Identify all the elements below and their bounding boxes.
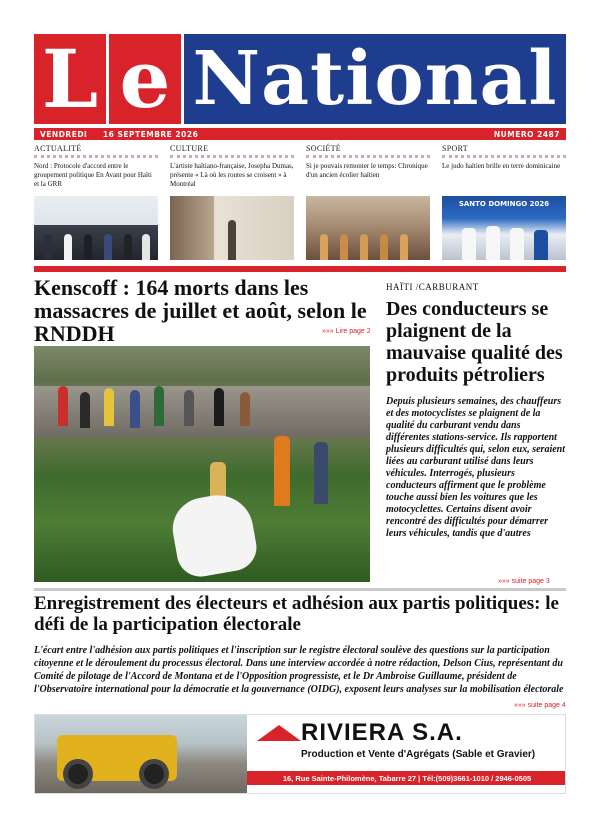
dateline	[34, 128, 566, 140]
teaser-category: SOCIÉTÉ	[306, 144, 341, 153]
second-story-body: L'écart entre l'adhésion aux partis politiques et l'inscription sur le registre électoral soulève des questions sur la participation citoyenne et le déroulement du processus électoral. Dans une interview accordée à notre rédaction, Delson Cius, représentant du Comité de pilotage de l'Accord de Montana et de l'Opposition progressiste, et le Dr Ambroise Guillaume, président de l'Observatoire international pour la démocratie et la gouvernance (OIDG), exposent leurs analyses sur la mobilisation électorale	[34, 645, 564, 695]
ad-tagline: Production et Vente d'Agrégats (Sable et Gravier)	[301, 749, 536, 760]
section-divider	[34, 266, 566, 272]
teaser-photo-classroom	[306, 196, 430, 260]
second-headline[interactable]: Enregistrement des électeurs et adhésion aux partis politiques: le défi de la participation électorale	[34, 593, 559, 635]
masthead	[34, 34, 566, 124]
main-story-photo	[34, 346, 370, 582]
dateline-day-date	[40, 130, 198, 139]
dotted-divider	[34, 155, 158, 158]
dotted-divider	[306, 155, 430, 158]
right-read-more-link[interactable]: »»» suite page 3	[498, 578, 550, 585]
body-bag	[168, 490, 260, 581]
right-kicker: HAÏTI /CARBURANT	[386, 282, 479, 292]
teaser-sport[interactable]	[442, 144, 566, 264]
advertisement[interactable]	[34, 714, 566, 794]
teaser-category: ACTUALITÉ	[34, 144, 82, 153]
judo-banner-text: SANTO DOMINGO 2026	[458, 200, 550, 208]
teaser-row	[34, 144, 566, 264]
right-headline[interactable]: Des conducteurs se plaignent de la mauvaise qualité des produits pétroliers	[386, 298, 563, 386]
teaser-category: CULTURE	[170, 144, 209, 153]
dateline-number: NUMERO 2487	[493, 129, 560, 139]
right-story-body: Depuis plusieurs semaines, des chauffeurs et des motocyclistes se plaignent de la qualité du carburant vendu dans différentes stations-service. Ils rapportent plusieurs difficultés qui, selon eux, seraient liées au carburant utilisé dans leurs véhicules. Interrogés, plusieurs conducteurs affirment que le problème touche aussi bien les voitures que les motocyclettes. Certains disent avoir rencontré des difficultés pour démarrer leurs véhicules, tandis que d'autres	[386, 396, 566, 539]
masthead-letter-e: e	[109, 34, 181, 124]
ad-contact: 16, Rue Sainte-Philomène, Tabarre 27 | Tél:(509)3661-1010 / 2946-0505	[247, 771, 566, 785]
dateline-day: VENDREDI	[40, 129, 88, 139]
teaser-category: SPORT	[442, 144, 468, 153]
teaser-photo-judo	[442, 196, 566, 260]
teaser-photo-group	[34, 196, 158, 260]
masthead-national: National	[184, 34, 566, 124]
teaser-text: Le judo haïtien brille en terre dominicaine	[442, 162, 561, 170]
section-divider	[34, 588, 566, 591]
ad-photo-loader	[35, 715, 247, 794]
teaser-text: Si je pouvais remonter le temps: Chronique d'un ancien écolier haïtien	[306, 162, 428, 179]
dateline-date: 16 SEPTEMBRE 2026	[102, 129, 199, 139]
teaser-societe[interactable]	[306, 144, 430, 264]
teaser-actualite[interactable]	[34, 144, 158, 264]
ad-brand: RIVIERA S.A.	[301, 719, 463, 746]
teaser-text: L'artiste haïtiano-française, Josepha Dumas, présente « Là où les routes se croisent » à Montréal	[170, 162, 294, 188]
masthead-letter-l: L	[34, 34, 106, 124]
riviera-logo-icon	[257, 725, 301, 741]
teaser-photo-gallery	[170, 196, 294, 260]
teaser-culture[interactable]	[170, 144, 294, 264]
main-read-more-link[interactable]: »»» Lire page 2	[322, 328, 371, 335]
main-headline[interactable]: Kenscoff : 164 morts dans les massacres de juillet et août, selon le RNDDH	[34, 275, 367, 346]
dotted-divider	[170, 155, 294, 158]
teaser-text: Nord : Protocole d'accord entre le groupement politique En Avant pour Haïti et la GRR	[34, 162, 152, 188]
dotted-divider	[442, 155, 566, 158]
second-read-more-link[interactable]: »»» suite page 4	[514, 702, 566, 709]
